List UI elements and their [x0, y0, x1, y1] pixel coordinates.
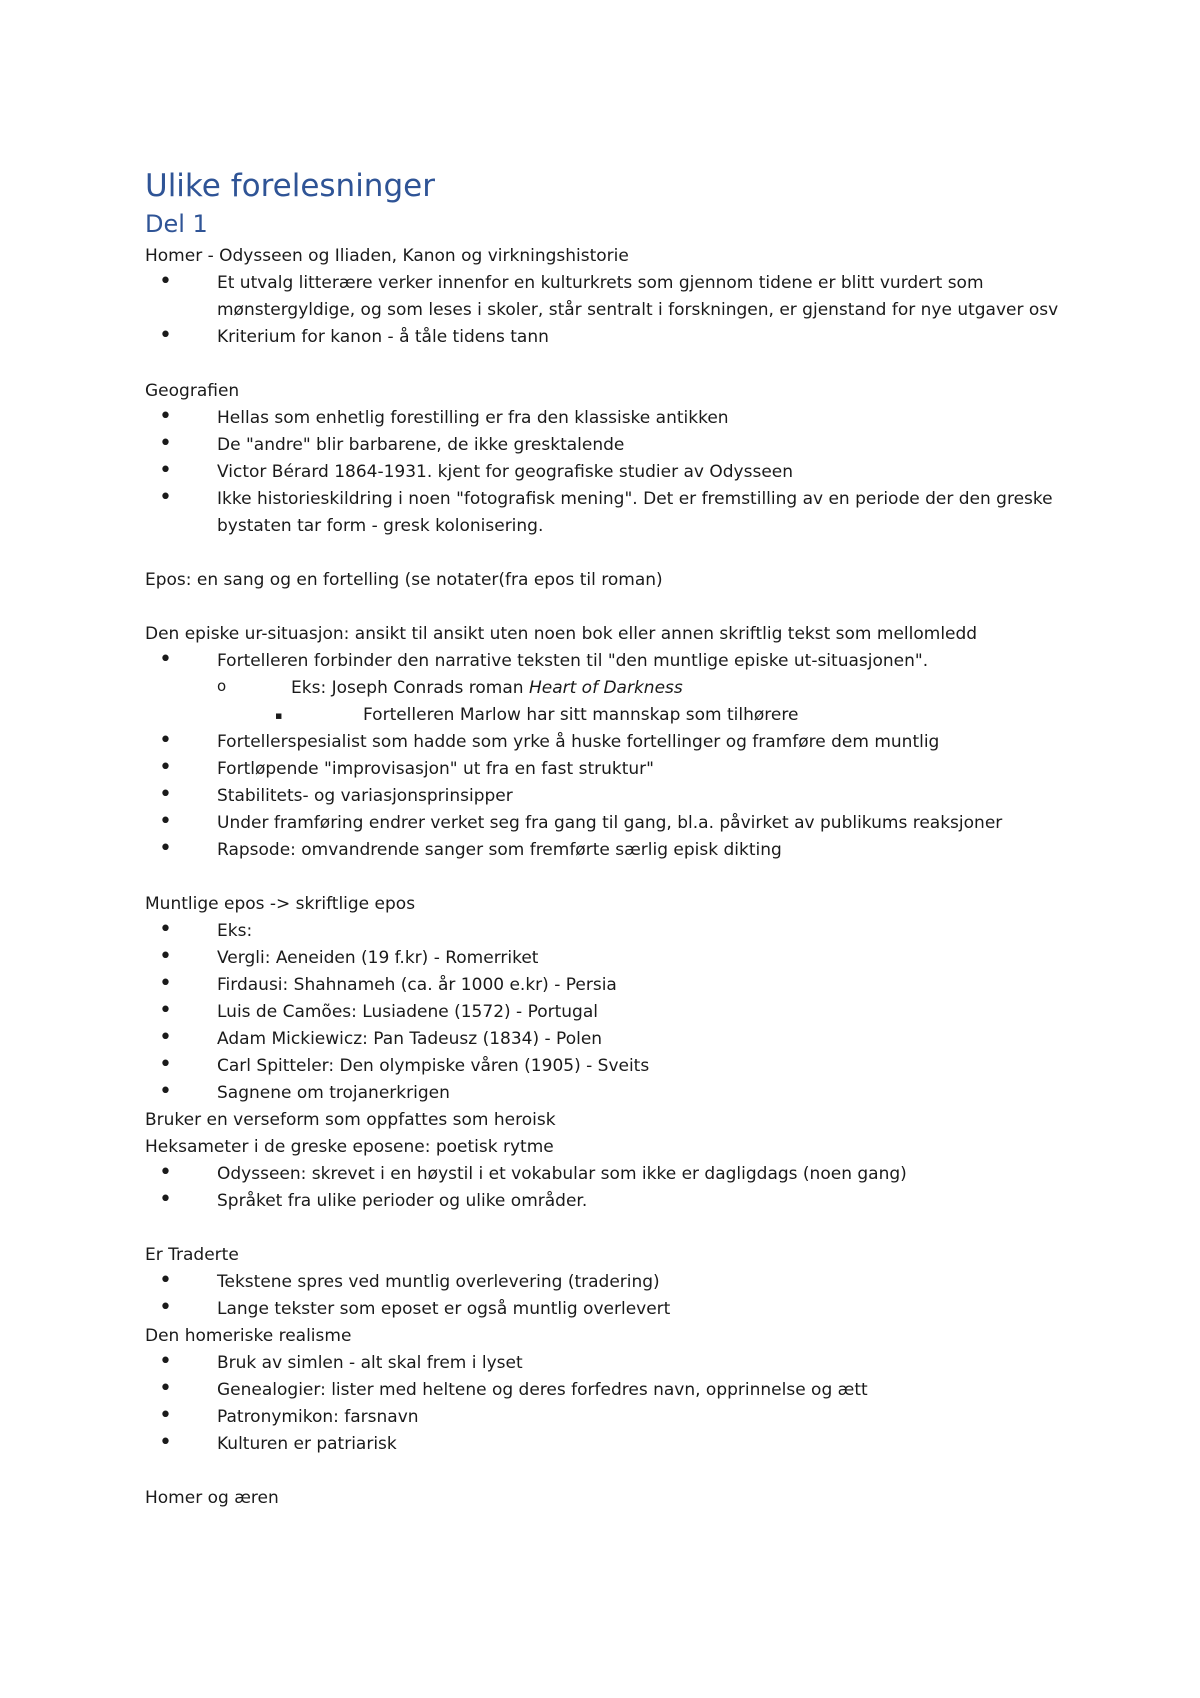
section-heading-ur-situasjon: Den episke ur-situasjon: ansikt til ansikt uten noen bok eller annen skriftlig tekst som mellomledd — [145, 624, 978, 644]
list-muntlige-epos — [145, 918, 1065, 1107]
section-heading-traderte: Er Traderte — [145, 1245, 239, 1265]
list-item: • Kriterium for kanon - å tåle tidens tann — [145, 324, 1065, 351]
list-item: • Under framføring endrer verket seg fra gang til gang, bl.a. påvirket av publikums reaksjoner — [145, 810, 1065, 837]
list-item: • Fortelleren forbinder den narrative teksten til "den muntlige episke ut-situasjonen". — [145, 648, 1065, 675]
list-item: • Adam Mickiewicz: Pan Tadeusz (1834) - Polen — [145, 1026, 1065, 1053]
text-line: Bruker en verseform som oppfattes som heroisk — [145, 1110, 556, 1130]
list-item: • Patronymikon: farsnavn — [145, 1404, 1065, 1431]
list-item: • Språket fra ulike perioder og ulike områder. — [145, 1188, 1065, 1215]
sub-sub-list-item: ▪ Fortelleren Marlow har sitt mannskap som tilhørere — [145, 702, 1065, 729]
list-item: • Eks: — [145, 918, 1065, 945]
list-item: • Bruk av simlen - alt skal frem i lyset — [145, 1350, 1065, 1377]
document-page — [145, 165, 1065, 1512]
book-title: Heart of Darkness — [528, 678, 683, 698]
list-item: • De "andre" blir barbarene, de ikke gresktalende — [145, 432, 1065, 459]
section-heading-homer: Homer - Odysseen og Iliaden, Kanon og virkningshistorie — [145, 246, 629, 266]
list-item: • Lange tekster som eposet er også muntlig overlevert — [145, 1296, 1065, 1323]
section-heading-aeren: Homer og æren — [145, 1488, 279, 1508]
list-traderte — [145, 1269, 1065, 1323]
list-item: • Kulturen er patriarisk — [145, 1431, 1065, 1458]
section-heading-epos: Epos: en sang og en fortelling (se notater(fra epos til roman) — [145, 570, 663, 590]
list-item: • Tekstene spres ved muntlig overlevering (tradering) — [145, 1269, 1065, 1296]
sub-list-item: o Eks: Joseph Conrads roman Heart of Darkness — [145, 675, 1065, 702]
section-heading-muntlige-epos: Muntlige epos -> skriftlige epos — [145, 894, 416, 914]
list-item: • Genealogier: lister med heltene og deres forfedres navn, opprinnelse og ætt — [145, 1377, 1065, 1404]
list-item: • Firdausi: Shahnameh (ca. år 1000 e.kr) - Persia — [145, 972, 1065, 999]
list-item: • Stabilitets- og variasjonsprinsipper — [145, 783, 1065, 810]
list-item: • Victor Bérard 1864-1931. kjent for geografiske studier av Odysseen — [145, 459, 1065, 486]
section-heading-realisme: Den homeriske realisme — [145, 1326, 352, 1346]
list-item: • Fortløpende "improvisasjon" ut fra en fast struktur" — [145, 756, 1065, 783]
list-ur-situasjon — [145, 648, 1065, 864]
list-realisme — [145, 1350, 1065, 1458]
list-item: • Vergli: Aeneiden (19 f.kr) - Romerriket — [145, 945, 1065, 972]
list-item: • Et utvalg litterære verker innenfor en kulturkrets som gjennom tidene er blitt vurdert som mønstergyldige, og som leses i skoler, står sentralt i forskningen, er gjenstand for nye utgaver osv — [145, 270, 1065, 324]
list-item: • Hellas som enhetlig forestilling er fra den klassiske antikken — [145, 405, 1065, 432]
list-item: • Rapsode: omvandrende sanger som fremførte særlig episk dikting — [145, 837, 1065, 864]
list-item: • Ikke historieskildring i noen "fotografisk mening". Det er fremstilling av en periode der den greske bystaten tar form - gresk kolonisering. — [145, 486, 1065, 540]
list-geografien — [145, 405, 1065, 540]
list-homer — [145, 270, 1065, 351]
section-heading-geografien: Geografien — [145, 381, 240, 401]
list-item: • Luis de Camões: Lusiadene (1572) - Portugal — [145, 999, 1065, 1026]
list-item: • Carl Spitteler: Den olympiske våren (1905) - Sveits — [145, 1053, 1065, 1080]
list-item: • Sagnene om trojanerkrigen — [145, 1080, 1065, 1107]
page-subtitle: Del 1 — [145, 210, 208, 238]
text-line: Heksameter i de greske eposene: poetisk rytme — [145, 1137, 554, 1157]
list-heksameter — [145, 1161, 1065, 1215]
page-title: Ulike forelesninger — [145, 168, 435, 204]
list-item: • Odysseen: skrevet i en høystil i et vokabular som ikke er dagligdags (noen gang) — [145, 1161, 1065, 1188]
list-item: • Fortellerspesialist som hadde som yrke å huske fortellinger og framføre dem muntlig — [145, 729, 1065, 756]
